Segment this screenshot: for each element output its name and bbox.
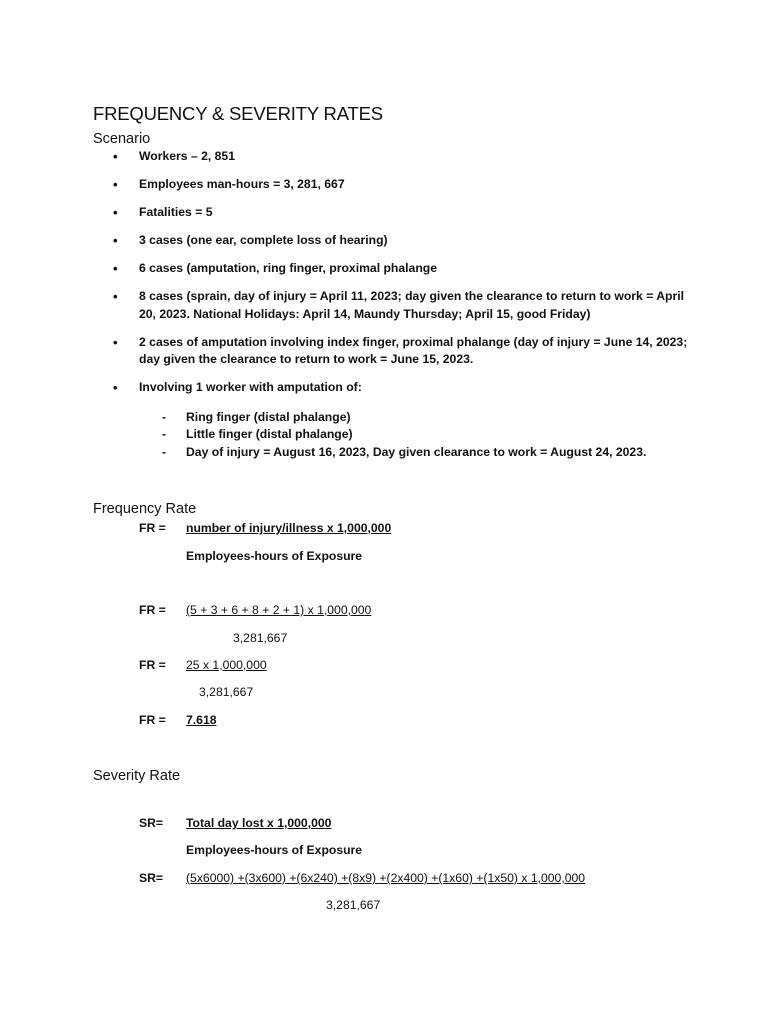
fr-formula-numerator: number of injury/illness x 1,000,000 (186, 521, 392, 535)
scenario-list (93, 148, 693, 407)
list-item: • Employees man-hours = 3, 281, 667 (93, 176, 693, 194)
sr-step1-numerator: (5x6000) +(3x600) +(6x240) +(8x9) +(2x400) +(1x60) +(1x50) x 1,000,000 (186, 871, 586, 885)
list-item: - Ring finger (distal phalange) (160, 409, 646, 426)
list-item: • 3 cases (one ear, complete loss of hearing) (93, 232, 693, 250)
list-item: • 8 cases (sprain, day of injury = April 11, 2023; day given the clearance to return to work = April 20, 2023. National Holidays: April 14, Maundy Thursday; April 15, good Friday) (93, 288, 693, 323)
fr-step2-numerator: 25 x 1,000,000 (186, 658, 267, 672)
frequency-heading: Frequency Rate (93, 501, 197, 517)
sr-formula-denominator: Employees-hours of Exposure (186, 843, 363, 857)
severity-heading: Severity Rate (93, 768, 181, 784)
fr-result: 7.618 (186, 713, 217, 727)
list-item: • Fatalities = 5 (93, 204, 693, 222)
fr-label: FR = (139, 658, 166, 672)
sr-formula-numerator: Total day lost x 1,000,000 (186, 816, 332, 830)
fr-label: FR = (139, 521, 166, 535)
fr-step2-denominator: 3,281,667 (199, 685, 254, 699)
list-item: • 6 cases (amputation, ring finger, proximal phalange (93, 260, 693, 278)
list-item: - Little finger (distal phalange) (160, 426, 646, 443)
fr-step1-numerator: (5 + 3 + 6 + 8 + 2 + 1) x 1,000,000 (186, 603, 372, 617)
fr-step1-denominator: 3,281,667 (233, 631, 288, 645)
sr-label: SR= (139, 871, 164, 885)
fr-label: FR = (139, 713, 166, 727)
scenario-heading: Scenario (93, 131, 151, 147)
sr-label: SR= (139, 816, 164, 830)
sr-step1-denominator: 3,281,667 (326, 898, 381, 912)
list-item: • 2 cases of amputation involving index finger, proximal phalange (day of injury = June 14, 2023; day given the clearance to return to work = June 15, 2023. (93, 334, 693, 369)
amputation-sublist (160, 409, 646, 461)
page-title: FREQUENCY & SEVERITY RATES (93, 103, 383, 124)
list-item: • Involving 1 worker with amputation of: (93, 379, 693, 397)
list-item: - Day of injury = August 16, 2023, Day given clearance to work = August 24, 2023. (160, 444, 646, 461)
fr-label: FR = (139, 603, 166, 617)
list-item: • Workers – 2, 851 (93, 148, 693, 166)
fr-formula-denominator: Employees-hours of Exposure (186, 549, 363, 563)
